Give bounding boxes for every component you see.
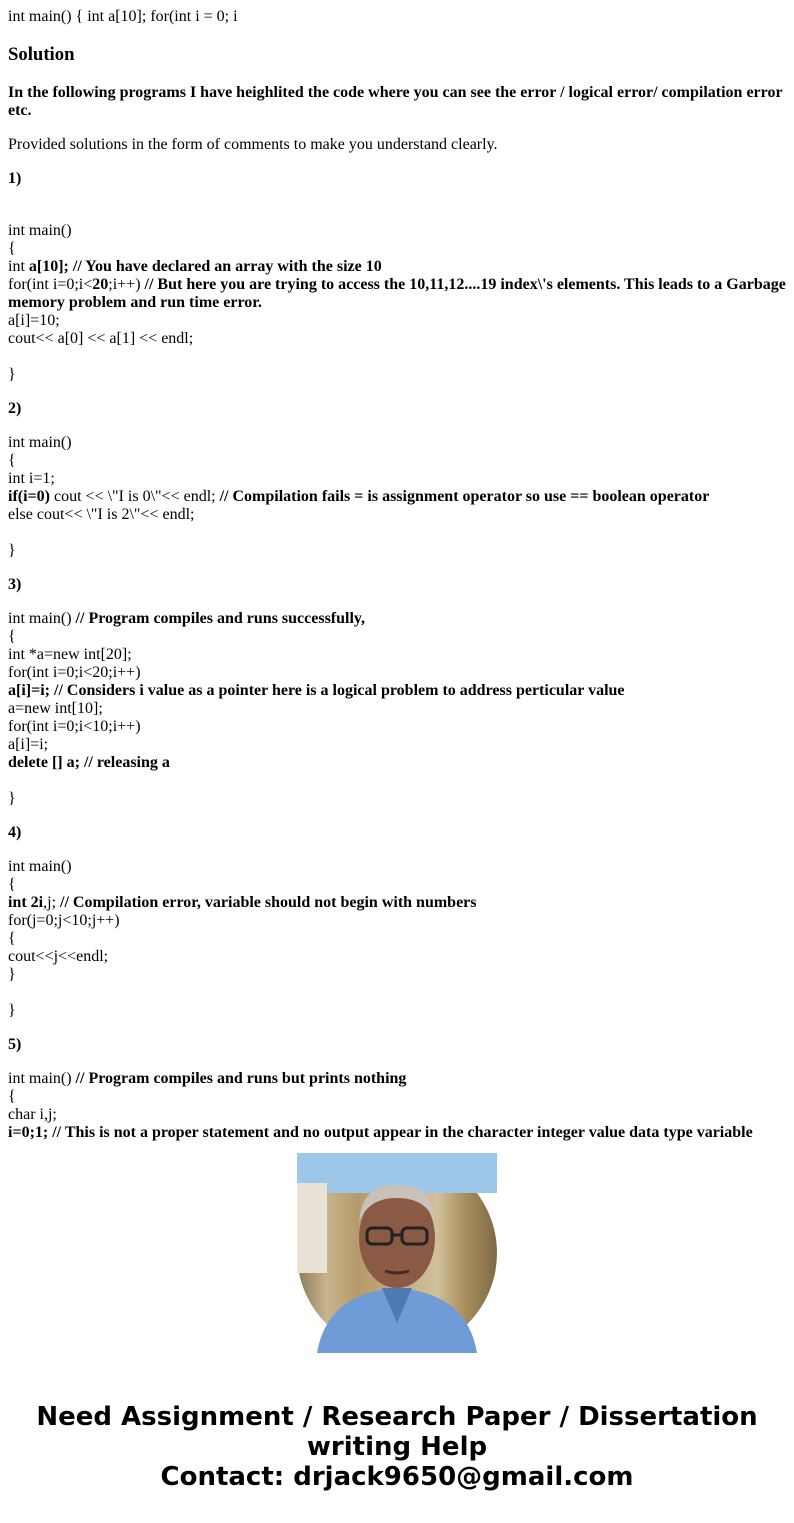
code-text: } (8, 790, 16, 807)
code-line (8, 1088, 16, 1105)
code-line (8, 452, 16, 469)
highlighted-code: // But here you are trying to access the 10,11,12....19 index\'s elements. This leads to a Garbage memory problem and run time error. (8, 276, 786, 311)
code-text: for(j=0;j<10;j++) (8, 912, 120, 929)
code-line (8, 700, 103, 717)
code-block (8, 610, 786, 808)
code-text: int i=1; (8, 470, 55, 487)
code-line (8, 1106, 57, 1123)
code-text: int (8, 258, 29, 275)
code-text: } (8, 542, 16, 559)
code-line (8, 258, 382, 275)
code-text: cout << \"I is 0\"<< endl; (50, 488, 220, 505)
code-line (8, 912, 120, 929)
code-line (8, 930, 16, 947)
code-text: int main() (8, 434, 72, 451)
highlighted-code: // Program compiles and runs successfully, (75, 610, 366, 627)
code-text: cout<<j<<endl; (8, 948, 109, 965)
section-label: 1) (8, 170, 22, 187)
section-label: 4) (8, 824, 22, 841)
highlighted-code: a[10]; // You have declared an array with the size 10 (28, 258, 382, 275)
code-line (8, 276, 786, 311)
highlighted-code: a[i]=i; // Considers i value as a pointer here is a logical problem to address perticular value (8, 682, 625, 699)
code-line (8, 542, 16, 559)
code-line (8, 876, 16, 893)
promo-footer (0, 1402, 794, 1492)
code-text: for(int i=0;i<20;i++) (8, 664, 141, 681)
code-text: a[i]=10; (8, 312, 60, 329)
question-snippet: int main() { int a[10]; for(int i = 0; i (8, 8, 238, 25)
code-text: { (8, 930, 16, 947)
highlighted-code: delete [] a; // releasing a (8, 754, 170, 771)
code-text: } (8, 1002, 16, 1019)
code-text: int main() (8, 1070, 76, 1087)
promo-contact: Contact: drjack9650@gmail.com (160, 1462, 634, 1492)
highlighted-code: i=0;1; // This is not a proper statement and no output appear in the character integer value data type variable (8, 1124, 753, 1141)
highlighted-code: 20 (92, 276, 109, 293)
code-block (8, 204, 786, 384)
highlighted-code: if(i=0) (8, 488, 50, 505)
code-text: { (8, 876, 16, 893)
code-block (8, 858, 786, 1020)
code-text: { (8, 452, 16, 469)
code-line (8, 506, 194, 523)
code-block (8, 434, 786, 560)
code-text: } (8, 966, 16, 983)
intro-bold: In the following programs I have heighlited the code where you can see the error / logical error/ compilation error etc. (8, 84, 783, 119)
section-label: 5) (8, 1036, 22, 1053)
code-text: a=new int[10]; (8, 700, 103, 717)
code-block (8, 1070, 786, 1142)
code-text: } (8, 366, 16, 383)
code-text: { (8, 628, 16, 645)
section-label: 3) (8, 576, 22, 593)
code-text: int *a=new int[20]; (8, 646, 132, 663)
promo-line-2: writing Help (306, 1432, 488, 1462)
code-text: { (8, 1088, 16, 1105)
solution-heading: Solution (8, 44, 75, 65)
code-line (8, 664, 141, 681)
code-text: for(int i=0;i<10;i++) (8, 718, 141, 735)
section-label: 2) (8, 400, 22, 417)
code-line (8, 894, 477, 911)
code-line (8, 470, 55, 487)
intro-text: Provided solutions in the form of comments to make you understand clearly. (8, 136, 498, 153)
code-line (8, 646, 132, 663)
code-line (8, 682, 625, 699)
code-text: cout<< a[0] << a[1] << endl; (8, 330, 194, 347)
code-line (8, 240, 16, 257)
code-text: char i,j; (8, 1106, 57, 1123)
code-text: { (8, 240, 16, 257)
code-line (8, 790, 16, 807)
solution-sections (8, 170, 786, 1142)
code-text: a[i]=i; (8, 736, 49, 753)
code-line (8, 736, 48, 753)
code-text: int main() (8, 858, 72, 875)
code-line (8, 488, 709, 505)
code-line (8, 1002, 16, 1019)
article-content (0, 8, 794, 1142)
code-line (8, 330, 193, 347)
highlighted-code: // Compilation fails = is assignment operator so use == boolean operator (219, 488, 710, 505)
highlighted-code: // Compilation error, variable should not begin with numbers (60, 894, 477, 911)
code-line (8, 858, 72, 875)
code-line (8, 948, 108, 965)
code-line (8, 718, 141, 735)
code-line (8, 966, 16, 983)
code-text: int main() (8, 222, 72, 239)
code-text: int main() (8, 610, 76, 627)
highlighted-code: int 2i (8, 894, 44, 911)
code-line (8, 628, 16, 645)
code-text: ,j; (43, 894, 61, 911)
highlighted-code: // Program compiles and runs but prints nothing (75, 1070, 407, 1087)
code-text: ;i++) (108, 276, 145, 293)
code-text: for(int i=0;i< (8, 276, 93, 293)
code-line (8, 1124, 753, 1141)
code-text: else cout<< \"I is 2\"<< endl; (8, 506, 195, 523)
code-line (8, 312, 60, 329)
code-line (8, 754, 170, 771)
code-line (8, 222, 72, 239)
code-line (8, 366, 16, 383)
code-line (8, 1070, 406, 1087)
author-photo (297, 1153, 497, 1353)
code-line (8, 434, 72, 451)
promo-line-1: Need Assignment / Research Paper / Dissertation (36, 1402, 758, 1432)
code-line (8, 610, 365, 627)
